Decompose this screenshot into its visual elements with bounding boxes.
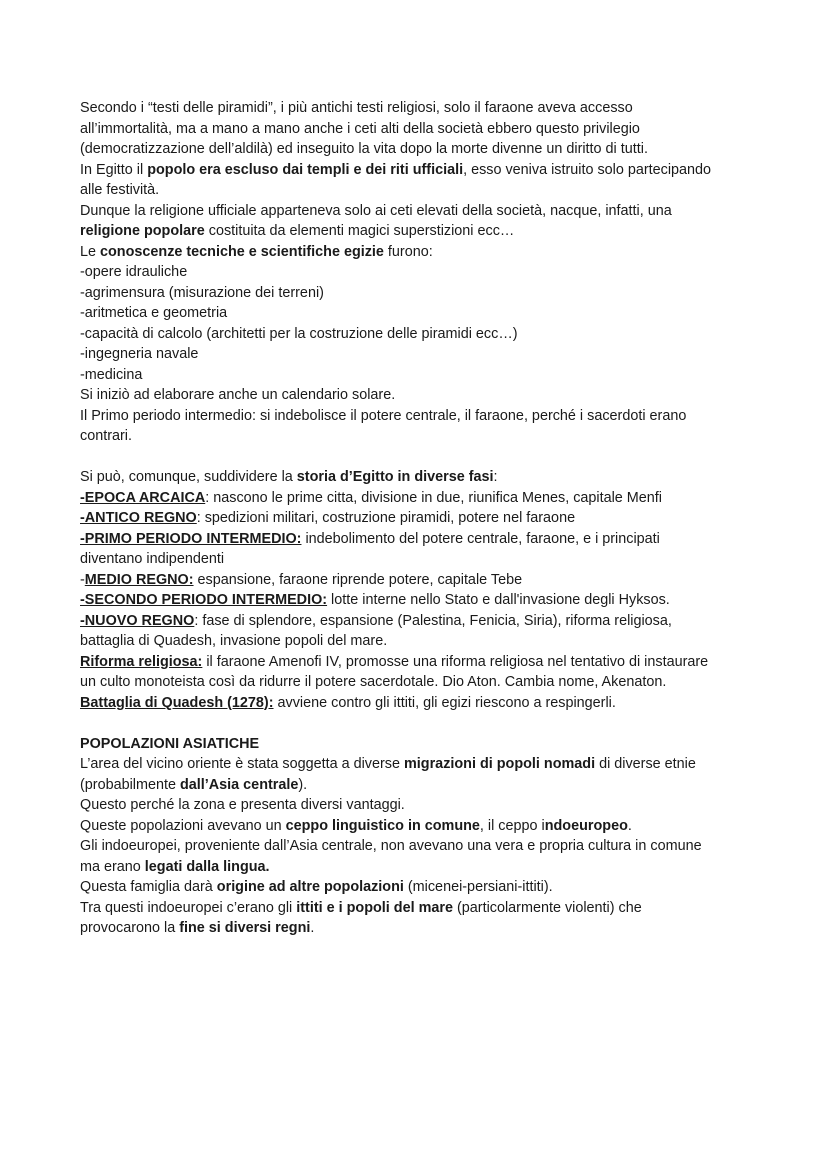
text-line bbox=[80, 467, 760, 488]
phase-primo-periodo bbox=[80, 529, 760, 550]
text: Dunque la religione ufficiale apparteneva solo ai ceti elevati della società, nacque, infatti, una bbox=[80, 202, 672, 219]
list-item-text: -ingegneria navale bbox=[80, 346, 199, 362]
section-title-text: POPOLAZIONI ASIATICHE bbox=[80, 735, 260, 752]
battaglia-quadesh bbox=[80, 693, 760, 714]
bold-text: ndoeuropeo bbox=[544, 817, 628, 834]
bold-text: migrazioni di popoli nomadi bbox=[404, 756, 596, 772]
list-item bbox=[80, 262, 760, 283]
text-line bbox=[80, 795, 760, 816]
phase-heading: -SECONDO PERIODO INTERMEDIO: bbox=[80, 592, 328, 608]
text-line bbox=[80, 918, 760, 939]
text-line bbox=[80, 426, 760, 447]
document-page bbox=[80, 98, 760, 939]
text: Gli indoeuropei, proveniente dall’Asia centrale, non avevano una vera e propria cultura in comune bbox=[80, 838, 702, 854]
list-item bbox=[80, 324, 760, 345]
list-item bbox=[80, 365, 760, 386]
list-item bbox=[80, 283, 760, 304]
phase-heading: -NUOVO REGNO bbox=[80, 612, 195, 629]
text: Tra questi indoeuropei c’erano gli bbox=[80, 899, 297, 916]
list-item bbox=[80, 303, 760, 324]
text-line bbox=[80, 242, 760, 263]
phase-secondo-periodo bbox=[80, 590, 760, 611]
text: espansione, faraone riprende potere, capitale Tebe bbox=[193, 571, 523, 588]
text: Le bbox=[80, 243, 101, 260]
text-line bbox=[80, 139, 760, 160]
phase-heading: MEDIO REGNO: bbox=[84, 571, 194, 588]
text: battaglia di Quadesh, invasione popoli del mare. bbox=[80, 633, 388, 649]
paragraph-spacer bbox=[80, 713, 760, 734]
text: diventano indipendenti bbox=[80, 551, 225, 567]
text: , esso veniva istruito solo partecipando bbox=[463, 161, 712, 178]
phase-antico-regno bbox=[80, 508, 760, 529]
phase-medio-regno bbox=[80, 570, 760, 591]
text-line bbox=[80, 898, 760, 919]
text: un culto monoteista così da ridurre il potere sacerdotale. Dio Aton. Cambia nome, Akenaton. bbox=[80, 674, 667, 690]
bold-text: religione popolare bbox=[80, 223, 205, 239]
text-line bbox=[80, 201, 760, 222]
text: contrari. bbox=[80, 428, 132, 444]
bold-text: conoscenze tecniche e scientifiche egizie bbox=[100, 243, 384, 260]
section-title bbox=[80, 734, 760, 755]
text: (probabilmente bbox=[80, 776, 180, 793]
bold-text: origine ad altre popolazioni bbox=[216, 879, 404, 895]
text: : bbox=[493, 469, 498, 485]
bold-text: legati dalla lingua. bbox=[144, 858, 270, 875]
list-item-text: -medicina bbox=[80, 366, 143, 383]
list-item-text: -aritmetica e geometria bbox=[80, 305, 228, 321]
phase-heading: -EPOCA ARCAICA bbox=[80, 489, 206, 506]
list-item-text: -agrimensura (misurazione dei terreni) bbox=[80, 284, 324, 301]
text-line bbox=[80, 160, 760, 181]
text: (micenei-persiani-ittiti). bbox=[403, 879, 553, 895]
text-line bbox=[80, 385, 760, 406]
bold-text: storia d’Egitto in diverse fasi bbox=[296, 469, 494, 485]
topic-heading: Battaglia di Quadesh (1278): bbox=[80, 694, 274, 711]
list-item-text: -capacità di calcolo (architetti per la costruzione delle piramidi ecc…) bbox=[80, 325, 518, 342]
text-line bbox=[80, 406, 760, 427]
bold-text: dall’Asia centrale bbox=[180, 776, 299, 793]
text: Si iniziò ad elaborare anche un calendario solare. bbox=[80, 387, 396, 403]
text-line bbox=[80, 631, 760, 652]
text-line bbox=[80, 672, 760, 693]
text-line bbox=[80, 119, 760, 140]
text: L’area del vicino oriente è stata soggetta a diverse bbox=[80, 756, 404, 772]
bold-text: ceppo linguistico in comune bbox=[285, 817, 480, 834]
bold-text: fine si diversi regni bbox=[179, 920, 311, 936]
text: ma erano bbox=[80, 858, 145, 875]
text-line bbox=[80, 775, 760, 796]
text: il faraone Amenofi IV, promosse una riforma religiosa nel tentativo di instaurare bbox=[202, 653, 709, 670]
text-line bbox=[80, 754, 760, 775]
text: Secondo i “testi delle piramidi”, i più antichi testi religiosi, solo il faraone aveva accesso bbox=[80, 100, 633, 116]
phase-heading: -ANTICO REGNO bbox=[80, 510, 197, 526]
text: alle festività. bbox=[80, 182, 160, 198]
text: In Egitto il bbox=[80, 161, 148, 178]
topic-heading: Riforma religiosa: bbox=[80, 653, 203, 670]
phase-heading: -PRIMO PERIODO INTERMEDIO: bbox=[80, 530, 302, 547]
text: furono: bbox=[383, 243, 433, 260]
bold-text: popolo era escluso dai templi e dei riti ufficiali bbox=[147, 161, 464, 178]
text: : nascono le prime citta, divisione in due, riunifica Menes, capitale Menfi bbox=[205, 489, 662, 506]
text: (particolarmente violenti) che bbox=[452, 899, 642, 916]
list-item-text: -opere idrauliche bbox=[80, 264, 188, 280]
bold-text: ittiti e i popoli del mare bbox=[296, 899, 453, 916]
text: Queste popolazioni avevano un bbox=[80, 817, 286, 834]
text: , il ceppo i bbox=[479, 817, 545, 834]
text: provocarono la bbox=[80, 920, 180, 936]
text-line bbox=[80, 877, 760, 898]
text: Il Primo periodo intermedio: si indebolisce il potere centrale, il faraone, perché i sacerdoti erano bbox=[80, 407, 687, 424]
text: ). bbox=[298, 776, 308, 793]
text-line bbox=[80, 98, 760, 119]
phase-epoca-arcaica bbox=[80, 488, 760, 509]
text-line bbox=[80, 857, 760, 878]
text: : fase di splendore, espansione (Palestina, Fenicia, Siria), riforma religiosa, bbox=[194, 612, 672, 629]
text: (democratizzazione dell’aldilà) ed inseguito la vita dopo la morte divenne un diritto di tutti. bbox=[80, 141, 648, 157]
text-line bbox=[80, 180, 760, 201]
text: . bbox=[627, 817, 632, 834]
text: Questa famiglia darà bbox=[80, 879, 217, 895]
riforma-religiosa bbox=[80, 652, 760, 673]
text: . bbox=[310, 920, 315, 936]
text: indebolimento del potere centrale, faraone, e i principati bbox=[301, 530, 660, 547]
text-line bbox=[80, 836, 760, 857]
text: costituita da elementi magici superstizioni ecc… bbox=[204, 223, 515, 239]
text: lotte interne nello Stato e dall'invasione degli Hyksos. bbox=[327, 592, 670, 608]
text-line bbox=[80, 221, 760, 242]
list-item bbox=[80, 344, 760, 365]
text: di diverse etnie bbox=[595, 756, 696, 772]
text-line bbox=[80, 549, 760, 570]
text: Si può, comunque, suddividere la bbox=[80, 469, 297, 485]
text: : spedizioni militari, costruzione piramidi, potere nel faraone bbox=[196, 510, 576, 526]
text: - bbox=[80, 571, 85, 588]
text: Questo perché la zona e presenta diversi vantaggi. bbox=[80, 797, 405, 813]
phase-nuovo-regno bbox=[80, 611, 760, 632]
text-line bbox=[80, 816, 760, 837]
text: all’immortalità, ma a mano a mano anche i ceti alti della società ebbero questo privilegio bbox=[80, 120, 640, 137]
text: avviene contro gli ittiti, gli egizi riescono a respingerli. bbox=[273, 694, 616, 711]
paragraph-spacer bbox=[80, 447, 760, 468]
